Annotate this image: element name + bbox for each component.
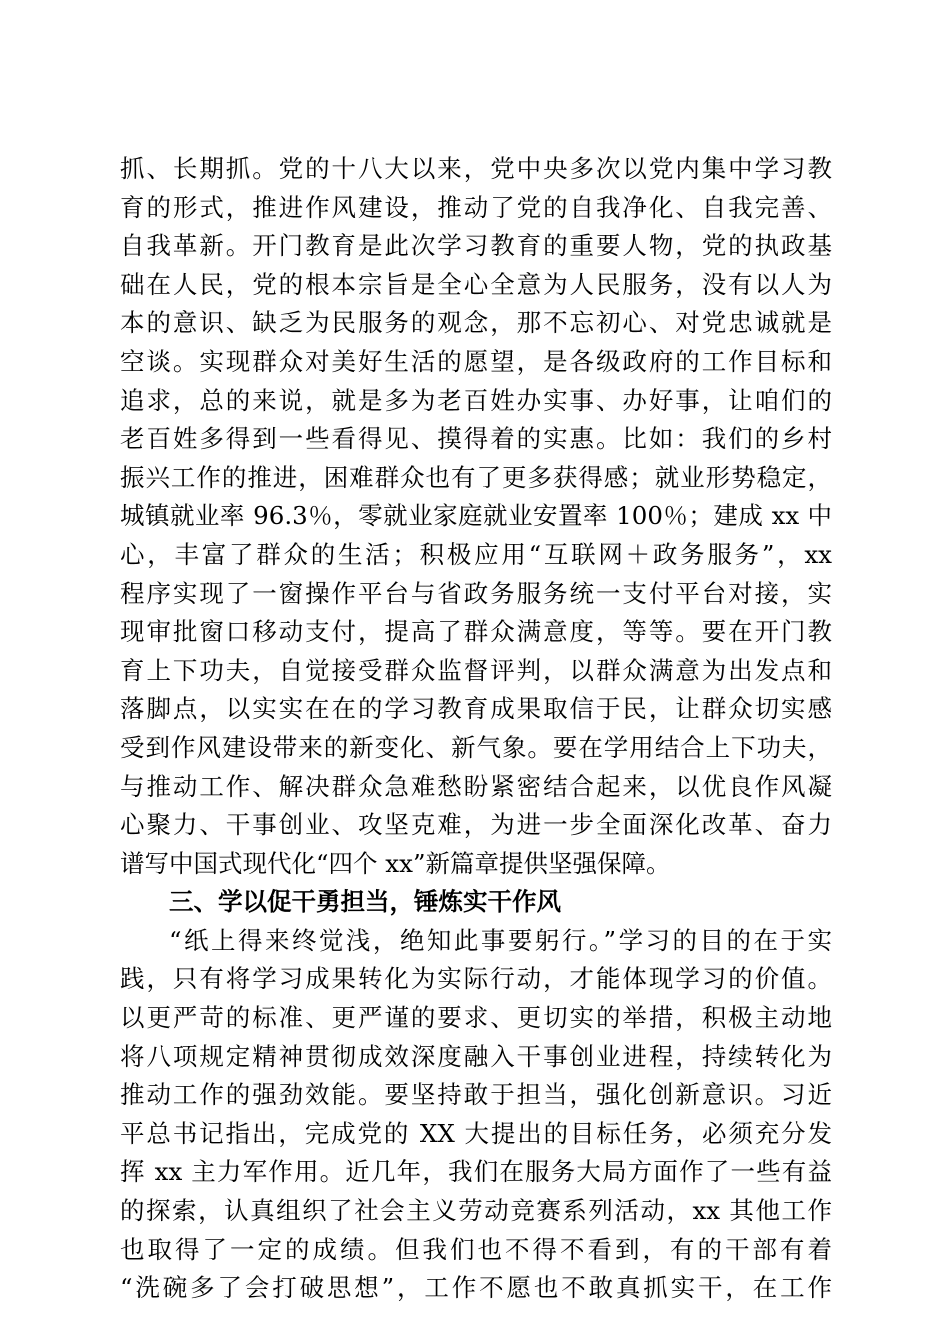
document-page <box>120 150 832 1308</box>
text-line: 追求，总的来说，就是多为老百姓办实事、办好事，让咱们的 <box>120 385 832 415</box>
text-line: 本的意识、缺乏为民服务的观念，那不忘初心、对党忠诚就是 <box>120 308 832 338</box>
text-line: 现审批窗口移动支付，提高了群众满意度，等等。要在开门教 <box>120 617 832 647</box>
text-line: 空谈。实现群众对美好生活的愿望，是各级政府的工作目标和 <box>120 346 832 376</box>
text-line: 振兴工作的推进，困难群众也有了更多获得感；就业形势稳定， <box>120 462 832 492</box>
text-line: “纸上得来终觉浅，绝知此事要躬行。”学习的目的在于实 <box>169 925 832 955</box>
text-line: 抓、长期抓。党的十八大以来，党中央多次以党内集中学习教 <box>120 154 832 183</box>
text-line: 也取得了一定的成绩。但我们也不得不看到，有的干部有着 <box>120 1234 832 1264</box>
text-line: 与推动工作、解决群众急难愁盼紧密结合起来，以优良作风凝 <box>120 771 832 801</box>
section-heading: 三、学以促干勇担当，锤炼实干作风 <box>169 887 561 917</box>
text-line: 将八项规定精神贯彻成效深度融入干事创业进程，持续转化为 <box>120 1041 832 1071</box>
text-line: 城镇就业率 96.3％，零就业家庭就业安置率 100％；建成 xx 中 <box>120 501 832 531</box>
text-line: 受到作风建设带来的新变化、新气象。要在学用结合上下功夫， <box>120 732 832 762</box>
text-line: 老百姓多得到一些看得见、摸得着的实惠。比如：我们的乡村 <box>120 424 832 454</box>
text-line: 落脚点，以实实在在的学习教育成果取信于民，让群众切实感 <box>120 694 832 724</box>
text-line: 育的形式，推进作风建设，推动了党的自我净化、自我完善、 <box>120 192 832 222</box>
text-line: 以更严苛的标准、更严谨的要求、更切实的举措，积极主动地 <box>120 1003 832 1033</box>
text-line: 础在人民，党的根本宗旨是全心全意为人民服务，没有以人为 <box>120 269 832 299</box>
text-line: “洗碗多了会打破思想”，工作不愿也不敢真抓实干，在工作 <box>120 1273 832 1303</box>
text-line: 的探索，认真组织了社会主义劳动竞赛系列活动，xx 其他工作 <box>120 1196 832 1226</box>
section-paragraph <box>120 922 832 1308</box>
paragraph-continuation <box>120 150 832 883</box>
text-line: 心，丰富了群众的生活；积极应用“互联网＋政务服务”，xx <box>120 539 832 569</box>
text-line: 心聚力、干事创业、攻坚克难，为进一步全面深化改革、奋力 <box>120 810 832 840</box>
text-line: 平总书记指出，完成党的 XX 大提出的目标任务，必须充分发 <box>120 1118 832 1148</box>
text-line: 自我革新。开门教育是此次学习教育的重要人物，党的执政基 <box>120 231 832 261</box>
text-line: 育上下功夫，自觉接受群众监督评判，以群众满意为出发点和 <box>120 655 832 685</box>
text-line: 谱写中国式现代化“四个 xx”新篇章提供坚强保障。 <box>120 848 671 878</box>
text-line: 挥 xx 主力军作用。近几年，我们在服务大局方面作了一些有益 <box>120 1157 832 1187</box>
text-line: 推动工作的强劲效能。要坚持敢于担当，强化创新意识。习近 <box>120 1080 832 1110</box>
text-line: 程序实现了一窗操作平台与省政务服务统一支付平台对接，实 <box>120 578 832 608</box>
text-line: 践，只有将学习成果转化为实际行动，才能体现学习的价值。 <box>120 964 832 994</box>
